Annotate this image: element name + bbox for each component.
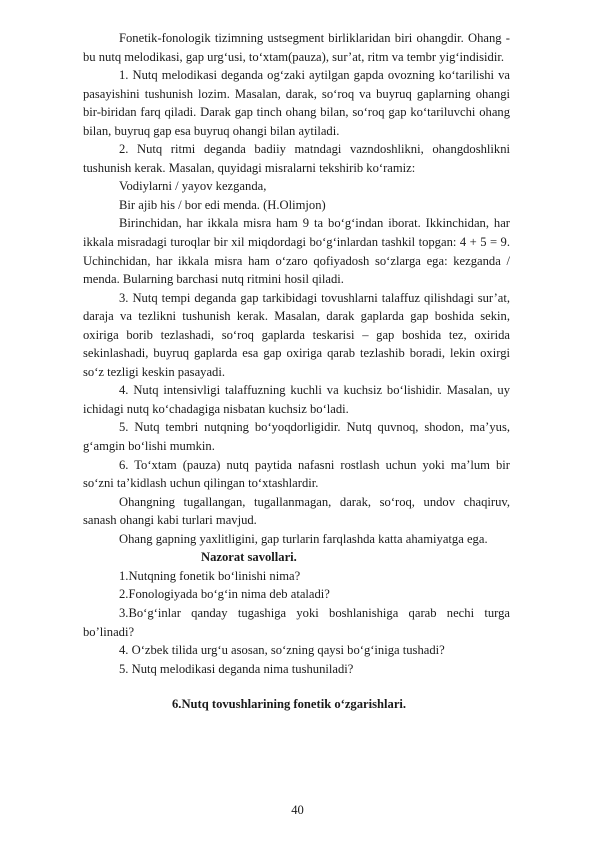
- paragraph-syllables: Birinchidan, har ikkala misra ham 9 ta bo‘g‘indan iborat. Ikkinchidan, har ikkala misradagi turoqlar bir xil miqdordagi bo‘g‘inlardan tashkil topgan: 4 + 5 = 9. Uchinchidan, har ikkala misra ham o‘zaro qofiyadosh so‘zlarga ega: kezganda / menda. Bularning barchasi nutq ritmini hosil qiladi.: [83, 216, 510, 287]
- section-title-text: 6.Nutq tovushlarining fonetik o‘zgarishlari: [172, 697, 403, 712]
- paragraph-intro: Fonetik-fonologik tizimning ustsegment birliklaridan biri ohangdir. Ohang - bu nutq melodikasi, gap urg‘usi, to‘xtam(pauza), sur’at, ritm va tembr yig‘indisidir.: [83, 31, 510, 64]
- question-item: 4. O‘zbek tilida urg‘u asosan, so‘zning qaysi bo‘g‘iniga tushadi?: [119, 643, 445, 658]
- spacer: [83, 678, 510, 695]
- question-item: 3.Bo‘g‘inlar qanday tugashiga yoki boshlanishiga qarab nechi turga bo’linadi?: [83, 605, 510, 639]
- verse-line-1: Vodiylarni / yayov kezganda,: [119, 179, 267, 194]
- paragraph-intensity: 4. Nutq intensivligi talaffuzning kuchli va kuchsiz bo‘lishidir. Masalan, uy ichidagi nutq ko‘chadagiga nisbatan kuchsiz bo‘ladi.: [83, 383, 510, 416]
- questions-heading: Nazorat savollari.: [201, 550, 297, 565]
- question-item: 1.Nutqning fonetik bo‘linishi nima?: [119, 568, 301, 583]
- paragraph-melody: 1. Nutq melodikasi deganda og‘zaki aytilgan gapda ovozning ko‘tarilishi va pasayishini tushunish lozim. Masalan, darak, so‘roq va buyruq gaplarning ohangi bir-biridan farq qiladi. Darak gap tinch ohang bilan, so‘roq gap ko‘tariluvchi ohang bilan, buyruq gap esa buyruq ohangi bilan aytiladi.: [83, 68, 510, 138]
- section-title: [83, 695, 510, 714]
- paragraph-intonation-role: Ohang gapning yaxlitligini, gap turlarin farqlashda katta ahamiyatga ega.: [119, 531, 488, 546]
- paragraph-intonation-types: Ohangning tugallangan, tugallanmagan, darak, so‘roq, undov chaqiruv, sanash ohangi kabi turlari mavjud.: [83, 494, 510, 528]
- verse-line-2: Bir ajib his / bor edi menda. (H.Olimjon): [119, 197, 326, 212]
- page-body: [83, 29, 510, 714]
- paragraph-timbre: 5. Nutq tembri nutqning bo‘yoqdorligidir. Nutq quvnoq, shodon, ma’yus, g‘amgin bo‘lishi mumkin.: [83, 420, 510, 454]
- paragraph-pause: 6. To‘xtam (pauza) nutq paytida nafasni rostlash uchun yoki ma’lum bir so‘zni ta’kidlash uchun qilingan to‘xtashlardir.: [83, 457, 510, 491]
- question-item: 5. Nutq melodikasi deganda nima tushuniladi?: [119, 661, 354, 676]
- paragraph-rhythm: 2. Nutq ritmi deganda badiiy matndagi vazndoshlikni, ohangdoshlikni tushunish kerak. Masalan, quyidagi misralarni tekshirib ko‘ramiz:: [83, 142, 510, 175]
- paragraph-tempo: 3. Nutq tempi deganda gap tarkibidagi tovushlarni talaffuz qilishdagi sur’at, daraja va tezlikni tushunish kerak. Masalan, darak gaplarda gap boshida sekin, oxiriga borib tezlashadi, so‘roq gaplarda teskarisi – gap boshida tez, oxirida sekinlashadi, buyruq gaplarda esa gap oxiriga qarab tezlashib boradi, lekin oxirgi so‘z tezligi keskin pasayadi.: [83, 290, 510, 379]
- section-title-suffix: .: [402, 697, 407, 712]
- page-number: 40: [291, 803, 304, 817]
- question-item: 2.Fonologiyada bo‘g‘in nima deb ataladi?: [119, 587, 330, 602]
